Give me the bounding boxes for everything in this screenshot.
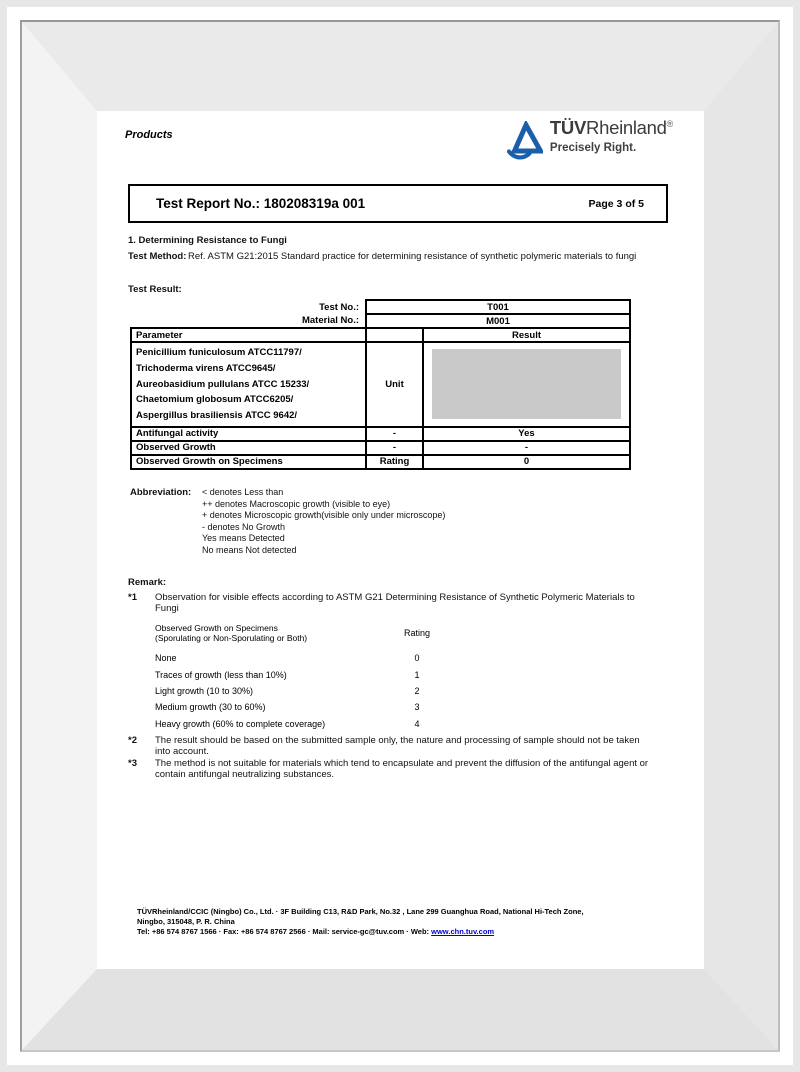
test-method-text: Ref. ASTM G21:2015 Standard practice for determining resistance of synthetic polymeric materials to fungi [188, 251, 637, 262]
organisms-row [131, 342, 630, 427]
table-row [131, 455, 630, 469]
parameter-cell: Observed Growth on Specimens [131, 455, 366, 469]
page-footer [137, 907, 584, 937]
tuv-logo-text [550, 119, 673, 154]
parameter-header: Parameter [131, 328, 366, 342]
remark-2 [128, 735, 655, 757]
footer-web-link[interactable]: www.chn.tuv.com [431, 927, 495, 936]
rating-row [155, 699, 447, 715]
unit-header-cell [366, 328, 423, 342]
rating-table-wrap [155, 623, 447, 732]
report-number-bar [128, 184, 668, 223]
abbreviation-item: ++ denotes Macroscopic growth (visible to eye) [202, 498, 391, 509]
picture-frame [7, 7, 793, 1065]
footer-contact-text: Tel: +86 574 8767 1566 · Fax: +86 574 8767 2566 · Mail: service-gc@tuv.com · Web: [137, 927, 432, 936]
rating-header-row [155, 623, 447, 650]
rating-header-line1: Observed Growth on Specimens [155, 623, 278, 633]
result-table-wrap [130, 299, 631, 470]
result-header: Result [423, 328, 630, 342]
unit-cell: - [366, 427, 423, 441]
tuv-logo [507, 119, 673, 161]
remark-3-marker: *3 [128, 758, 137, 769]
parameter-cell: Observed Growth [131, 441, 366, 455]
result-table [130, 299, 631, 470]
material-no-label: Material No.: [301, 315, 359, 326]
organism-line: Trichoderma virens ATCC9645/ [136, 362, 276, 374]
rating-row [155, 650, 447, 666]
rating-label: Medium growth (30 to 60%) [155, 702, 266, 713]
rating-label: Traces of growth (less than 10%) [155, 669, 287, 680]
rating-row [155, 666, 447, 682]
organism-line: Chaetomium globosum ATCC6205/ [136, 394, 294, 406]
unit-cell: - [366, 441, 423, 455]
material-no-row [131, 314, 630, 328]
table-row [131, 441, 630, 455]
rating-header-line2: (Sporulating or Non-Sporulating or Both) [155, 633, 308, 643]
remark-2-text: The result should be based on the submitted sample only, the nature and processing of sample should not be taken into account. [155, 735, 640, 757]
result-cell: Yes [423, 427, 630, 441]
table-row [131, 427, 630, 441]
remark-label: Remark: [128, 577, 167, 588]
abbreviation-item: No means Not detected [202, 544, 297, 555]
brand-tuv: TÜV [549, 117, 587, 138]
test-no-value: T001 [366, 300, 630, 314]
result-cell [423, 342, 630, 427]
abbreviation-item: + denotes Microscopic growth(visible only under microscope) [202, 510, 446, 521]
products-label: Products [125, 129, 173, 141]
test-method-label: Test Method: [128, 251, 187, 262]
rating-header-label [155, 623, 387, 650]
rating-value: 0 [414, 653, 420, 664]
rating-row [155, 716, 447, 732]
test-no-row [131, 300, 630, 314]
parameter-cell: Antifungal activity [131, 427, 366, 441]
organism-line: Aspergillus brasiliensis ATCC 9642/ [136, 410, 298, 422]
rating-value: 2 [414, 685, 420, 696]
result-cell: - [423, 441, 630, 455]
registered-mark: ® [666, 118, 673, 129]
rating-value: 4 [414, 718, 420, 729]
abbreviation-item: - denotes No Growth [202, 521, 286, 532]
rating-value: 1 [414, 669, 420, 680]
abbreviation-items [202, 487, 445, 557]
rating-label: None [155, 653, 177, 664]
redacted-result-box [432, 349, 621, 419]
section-heading: 1. Determining Resistance to Fungi [128, 235, 287, 246]
footer-address-line1: TÜVRheinland/CCIC (Ningbo) Co., Ltd. · 3F Building C13, R&D Park, No.32 , Lane 299 Guanghua Road, National Hi-Tech Zone, [137, 907, 584, 916]
remark-3-text: The method is not suitable for materials which tend to encapsulate and prevent the diffusion of the antifungal agent or contain antifungal neutralizing substances. [155, 758, 649, 780]
rating-label: Heavy growth (60% to complete coverage) [155, 718, 326, 729]
tuv-triangle-wave-icon [507, 119, 543, 161]
report-title: Test Report No.: 180208319a 001 [156, 196, 366, 211]
test-no-label: Test No.: [319, 301, 359, 313]
footer-contact-line [137, 927, 584, 937]
rating-value: 3 [414, 702, 420, 713]
test-result-label: Test Result: [128, 284, 182, 295]
rating-row [155, 683, 447, 699]
report-page [97, 111, 701, 967]
unit-cell: Rating [366, 455, 423, 469]
organisms-unit-cell: Unit [366, 342, 423, 427]
abbreviation-block [130, 487, 445, 557]
abbreviation-item: < denotes Less than [202, 487, 284, 497]
page-indicator: Page 3 of 5 [588, 197, 644, 210]
rating-table [155, 623, 447, 732]
brand-rheinland: Rheinland [586, 117, 667, 138]
test-method-row [128, 251, 640, 262]
remark-1 [128, 592, 655, 614]
rating-label: Light growth (10 to 30%) [155, 685, 254, 696]
organism-line: Aureobasidium pullulans ATCC 15233/ [136, 378, 310, 390]
abbreviation-label: Abbreviation: [130, 487, 192, 498]
footer-address-line2: Ningbo, 315048, P. R. China [137, 917, 235, 926]
remark-1-marker: *1 [128, 592, 137, 603]
remark-1-text: Observation for visible effects according to ASTM G21 Determining Resistance of Synthetic Polymeric Materials to Fungi [155, 592, 635, 614]
logo-tagline: Precisely Right. [549, 141, 637, 154]
remark-3 [128, 758, 655, 780]
material-no-value: M001 [366, 314, 630, 328]
organisms-cell [131, 342, 366, 427]
organism-line: Penicillium funiculosum ATCC11797/ [136, 347, 302, 358]
rating-header: Rating [403, 628, 430, 638]
remark-2-marker: *2 [128, 735, 137, 746]
result-cell: 0 [423, 455, 630, 469]
table-header-row [131, 328, 630, 342]
abbreviation-item: Yes means Detected [202, 533, 285, 544]
